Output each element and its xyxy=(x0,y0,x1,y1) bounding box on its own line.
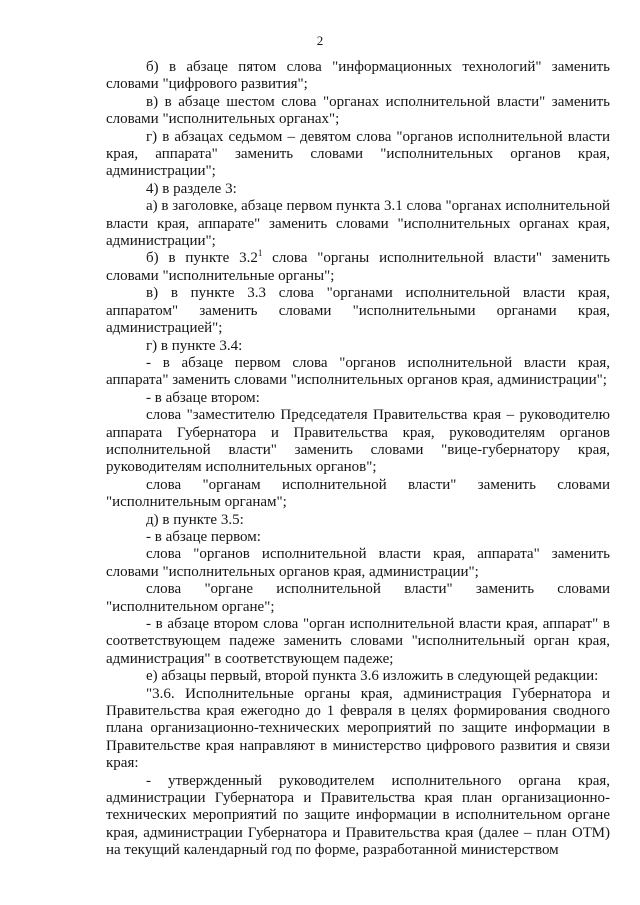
paragraph-v-point-3-3: в) в пункте 3.3 слова "органами исполнительной власти края, аппаратом" заменить словами "исполнительными органами края, администрацией"; xyxy=(106,285,610,337)
paragraph-v-abzac-6: в) в абзаце шестом слова "органах исполнительной власти" заменить словами "исполнительных органах"; xyxy=(106,93,610,128)
document-body xyxy=(106,59,610,860)
paragraph-approved-plan: - утвержденный руководителем исполнительного органа края, администрации Губернатора и Правительства края план организационно-технических мероприятий по защите информации в исполнительном органе края, администрации Губернатора и Правительства края (далее – план ОТМ) на текущий календарный год по форме, разработанной министерством xyxy=(106,772,610,859)
paragraph-3-4-words-2: слова "органам исполнительной власти" заменить словами "исполнительным органам"; xyxy=(106,476,610,511)
paragraph-section-3: 4) в разделе 3: xyxy=(146,180,237,197)
paragraph-3-4-abzac-2: - в абзаце втором: xyxy=(146,389,260,406)
paragraph-3-5-abzac-2: - в абзаце втором слова "орган исполнительной власти края, аппарат" в соответствующем падеже заменить словами "исполнительный орган края, администрация" в соответствующем падеже; xyxy=(106,616,610,667)
paragraph-e-point-3-6: е) абзацы первый, второй пункта 3.6 изложить в следующей редакции: xyxy=(146,668,599,685)
superscript-index: 1 xyxy=(257,248,263,259)
paragraph-a-point-3-1: а) в заголовке, абзаце первом пункта 3.1 слова "органах исполнительной власти края, аппарате" заменить словами "исполнительных органах края, администрации"; xyxy=(106,198,610,250)
paragraph-b-point-3-2 xyxy=(106,250,610,285)
paragraph-quote-3-6: "3.6. Исполнительные органы края, администрация Губернатора и Правительства края ежегодно до 1 февраля в целях формирования сводного плана организационно-технических мероприятий по защите информации в Правительстве края направляют в министерство цифрового развития и связи края: xyxy=(106,685,610,772)
paragraph-b-point-3-2-head: б) в пункте 3.2 xyxy=(146,250,258,267)
paragraph-3-5-words-1: слова "органов исполнительной власти края, аппарата" заменить словами "исполнительных органов края, администрации"; xyxy=(106,546,610,580)
paragraph-3-5-abzac-1: - в абзаце первом: xyxy=(146,528,261,545)
paragraph-d-point-3-5: д) в пункте 3.5: xyxy=(146,511,244,528)
page-number: 2 xyxy=(316,33,324,48)
paragraph-g-point-3-4: г) в пункте 3.4: xyxy=(146,337,243,354)
paragraph-3-4-abzac-1: - в абзаце первом слова "органов исполнительной власти края, аппарата" заменить словами "исполнительных органов края, администрации"; xyxy=(106,354,610,389)
paragraph-g-abzac-7-9: г) в абзацах седьмом – девятом слова "органов исполнительной власти края, аппарата" заменить словами "исполнительных органов края, администрации"; xyxy=(106,128,610,180)
paragraph-3-4-words-1: слова "заместителю Председателя Правительства края – руководителю аппарата Губернатора и Правительства края, руководителям органов исполнительной власти" заменить словами "вице-губернатору края, руководителям исполнительных органов"; xyxy=(106,407,610,476)
paragraph-b-abzac-5: б) в абзаце пятом слова "информационных технологий" заменить словами "цифрового развития"; xyxy=(106,59,610,93)
paragraph-b-point-3-2-tail: слова "органы исполнительной власти" заменить словами "исполнительные органы"; xyxy=(106,250,610,284)
paragraph-3-5-words-2: слова "органе исполнительной власти" заменить словами "исполнительном органе"; xyxy=(106,581,610,615)
